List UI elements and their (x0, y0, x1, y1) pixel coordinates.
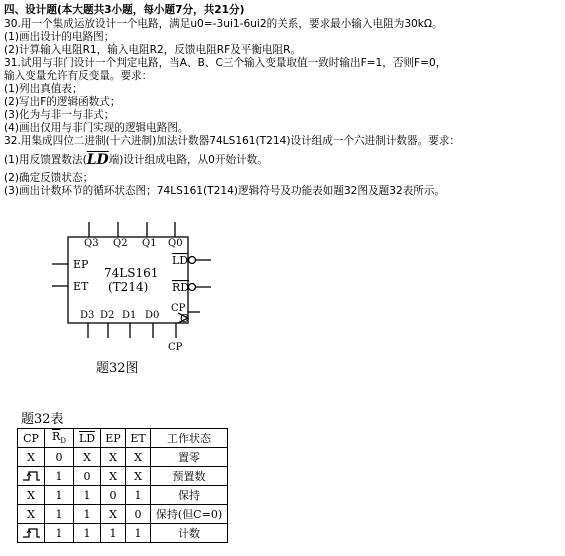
cell-ep: X (101, 505, 126, 524)
cell-rd: 1 (45, 524, 74, 543)
q32-line-1: 32.用集成四位二进制(十六进制)加法计数器74LS161(T214)设计组成一个六进制计数器。要求： (4, 135, 460, 147)
et-label: ET (73, 280, 89, 293)
table-row (18, 467, 228, 486)
q30-line-3: (2)计算输入电阻R1，输入电阻R2，反馈电阻RF及平衡电阻R。 (4, 44, 302, 56)
cell-state: 保持(但C=0) (151, 505, 228, 524)
function-table (17, 428, 228, 543)
q32-line-3: (2)确定反馈状态； (4, 172, 94, 184)
ld-pin-label: LD (172, 254, 189, 267)
header-et: ET (126, 429, 151, 448)
cell-rd: 0 (45, 448, 74, 467)
cell-cp (18, 467, 45, 486)
cell-rd: 1 (45, 486, 74, 505)
q32-line-4: (3)画出计数环节的循环状态图；74LS161(T214)逻辑符号及功能表如题32图及题32表所示。 (4, 185, 446, 197)
header-ld: $\overline{LD}$ (74, 429, 101, 448)
d1-label: D1 (122, 310, 137, 321)
cell-cp: X (18, 486, 45, 505)
q0-label: Q0 (168, 238, 183, 249)
cp-bottom-label: CP (168, 342, 183, 353)
cell-state: 保持 (151, 486, 228, 505)
cell-ep: 0 (101, 486, 126, 505)
cell-et: X (126, 467, 151, 486)
q31-line-3: (1)列出真值表； (4, 83, 83, 95)
q31-line-2: 输入变量允许有反变量。要求： (4, 70, 153, 82)
cell-cp: X (18, 505, 45, 524)
header-state: 工作状态 (151, 429, 228, 448)
table-row (18, 486, 228, 505)
header-rd: $\overline{R}_D$ (45, 429, 74, 448)
cell-et: 1 (126, 524, 151, 543)
q2-label: Q2 (113, 238, 128, 249)
chip-code: (T214) (108, 280, 149, 294)
q30-line-2: (1)画出设计的电路图； (4, 31, 115, 43)
cell-ld: 0 (74, 467, 101, 486)
cell-ld: X (74, 448, 101, 467)
cell-rd: 1 (45, 505, 74, 524)
cp-inside-label: CP (171, 303, 186, 314)
rising-edge-icon (21, 526, 41, 540)
cell-ld: 1 (74, 505, 101, 524)
q30-line-1: 30.用一个集成运放设计一个电路，满足u0=-3ui1-6ui2的关系，要求最小输入电阻为30kΩ。 (4, 18, 443, 30)
cell-ep: X (101, 448, 126, 467)
cell-ld: 1 (74, 524, 101, 543)
section-heading: 四、设计题(本大题共3小题，每小题7分，共21分) (4, 4, 245, 16)
figure-caption: 题32图 (96, 361, 139, 376)
q1-label: Q1 (142, 238, 157, 249)
cell-et: 0 (126, 505, 151, 524)
cell-ld: 1 (74, 486, 101, 505)
cell-ep: X (101, 467, 126, 486)
table-row (18, 505, 228, 524)
cell-state: 计数 (151, 524, 228, 543)
cell-et: X (126, 448, 151, 467)
cell-ep: 1 (101, 524, 126, 543)
rd-bubble (189, 284, 196, 291)
q31-line-5: (3)化为与非一与非式； (4, 109, 115, 121)
rising-edge-icon (21, 469, 41, 483)
d0-label: D0 (145, 310, 160, 321)
rd-pin-label: RD (172, 281, 190, 294)
cell-et: 1 (126, 486, 151, 505)
c-out-label: C (180, 312, 189, 325)
table-header-row (18, 429, 228, 448)
ld-bubble (189, 257, 196, 264)
table-caption: 题32表 (21, 412, 64, 427)
ld-symbol: $\overline{LD}$ (86, 152, 109, 168)
q31-line-4: (2)写出F的逻辑函数式； (4, 96, 121, 108)
q31-line-1: 31.试用与非门设计一个判定电路，当A、B、C三个输入变量取值一致时输出F=1，否则F=0， (4, 57, 447, 69)
cell-state: 置零 (151, 448, 228, 467)
cell-cp: X (18, 448, 45, 467)
table-row (18, 448, 228, 467)
table-row (18, 524, 228, 543)
d3-label: D3 (80, 310, 95, 321)
cell-rd: 1 (45, 467, 74, 486)
cell-cp (18, 524, 45, 543)
chip-name: 74LS161 (104, 266, 159, 280)
q31-line-6: (4)画出仅用与非门实现的逻辑电路图。 (4, 122, 189, 134)
q32-line-2-post: 端)设计组成电路，从0开始计数。 (108, 154, 268, 166)
d2-label: D2 (100, 310, 115, 321)
header-cp: CP (18, 429, 45, 448)
q32-line-2-pre: (1)用反馈置数法( (4, 154, 87, 166)
q3-label: Q3 (84, 238, 99, 249)
header-ep: EP (101, 429, 126, 448)
cell-state: 预置数 (151, 467, 228, 486)
ep-label: EP (73, 258, 89, 271)
